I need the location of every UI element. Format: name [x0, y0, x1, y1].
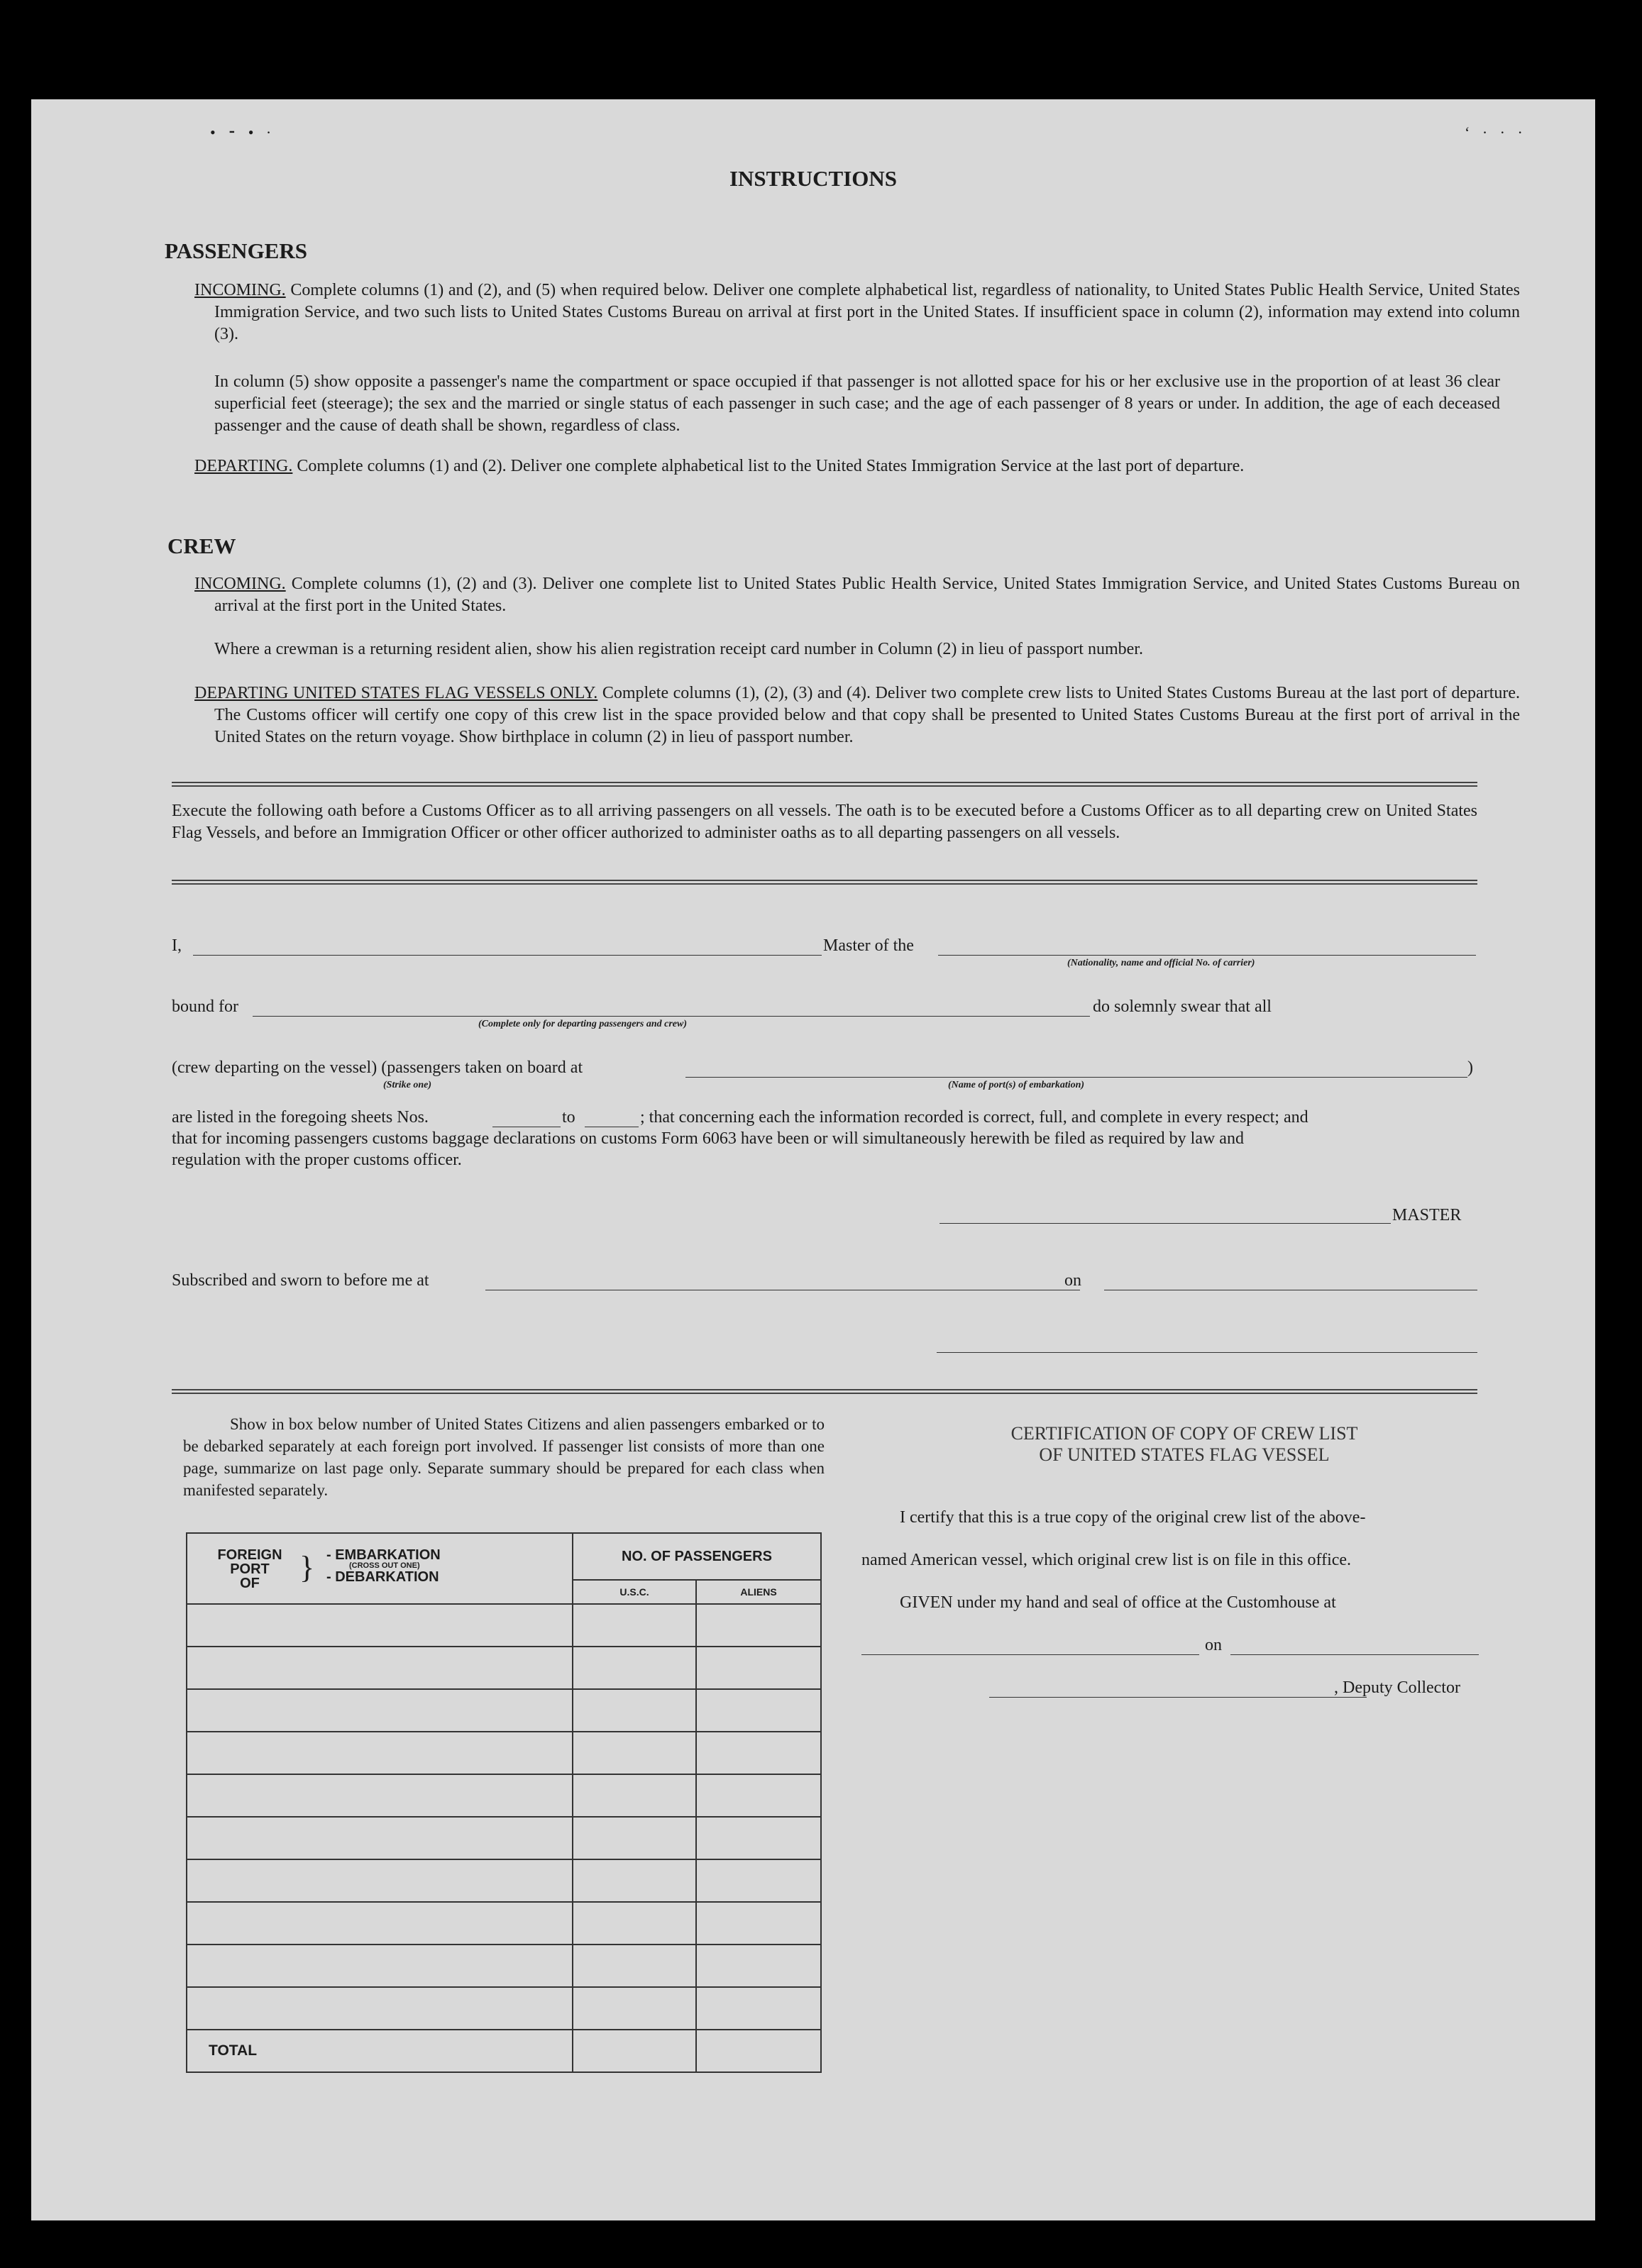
crew-incoming-label: INCOMING. [194, 575, 286, 593]
aliens-cell[interactable] [696, 1647, 821, 1689]
of-label: OF [240, 1576, 260, 1591]
table-row [187, 1732, 821, 1774]
usc-cell[interactable] [573, 1732, 696, 1774]
table-row [187, 1604, 821, 1647]
certify-line-2: named American vessel, which original crew list is on file in this office. [861, 1551, 1352, 1569]
scan-specks-right: ʻ · · · [1465, 123, 1527, 141]
table-row [187, 1774, 821, 1817]
swear-label: do solemnly swear that all [1093, 997, 1272, 1016]
port-cell[interactable] [187, 1859, 573, 1902]
crew-incoming [194, 573, 1520, 617]
usc-cell[interactable] [573, 1987, 696, 2030]
oath-text-3: regulation with the proper customs officer. [172, 1151, 462, 1169]
port-label: PORT [230, 1561, 270, 1577]
ports-caption: (Name of port(s) of embarkation) [948, 1080, 1085, 1090]
sworn-on-label: on [1064, 1271, 1081, 1290]
no-passengers-header: NO. OF PASSENGERS [573, 1533, 821, 1580]
oath-instructions: Execute the following oath before a Customs Officer as to all arriving passengers on all vessels. The oath is to be executed before a Customs Officer as to all departing crew on United States Flag Vessels, and before an Immigration Officer or other officer authorized to administer oaths as to all departing passengers on all vessels. [172, 802, 1477, 842]
total-aliens-cell[interactable] [696, 2030, 821, 2072]
master-name-line[interactable] [193, 955, 822, 956]
carrier-caption: (Nationality, name and official No. of carrier) [1067, 958, 1255, 968]
departing-label: DEPARTING. [194, 457, 293, 475]
passenger-summary-table [186, 1532, 822, 2073]
usc-cell[interactable] [573, 1774, 696, 1817]
aliens-cell[interactable] [696, 1902, 821, 1945]
port-cell[interactable] [187, 1774, 573, 1817]
table-header-row [187, 1533, 821, 1580]
port-cell[interactable] [187, 1902, 573, 1945]
usc-cell[interactable] [573, 1817, 696, 1859]
aliens-cell[interactable] [696, 1732, 821, 1774]
customhouse-line[interactable] [861, 1654, 1199, 1655]
usc-header: U.S.C. [573, 1580, 696, 1604]
table-row [187, 1647, 821, 1689]
aliens-cell[interactable] [696, 1604, 821, 1647]
certify-on-label: on [1205, 1636, 1222, 1654]
divider [172, 782, 1477, 787]
port-cell[interactable] [187, 1732, 573, 1774]
port-cell[interactable] [187, 1689, 573, 1732]
passengers-departing [194, 455, 1520, 477]
strike-caption: (Strike one) [383, 1080, 432, 1090]
total-label: TOTAL [187, 2030, 573, 2072]
master-signature-line[interactable] [940, 1223, 1391, 1224]
aliens-cell[interactable] [696, 1689, 821, 1732]
sheets-label: are listed in the foregoing sheets Nos. [172, 1108, 429, 1127]
crew-departing [194, 682, 1520, 748]
usc-cell[interactable] [573, 1689, 696, 1732]
scan-specks-left: • ⁃ • · [210, 123, 276, 141]
page-title: INSTRUCTIONS [729, 166, 897, 191]
carrier-line[interactable] [938, 955, 1476, 956]
incoming-label: INCOMING. [194, 281, 286, 299]
total-usc-cell[interactable] [573, 2030, 696, 2072]
table-row [187, 1817, 821, 1859]
table-row [187, 1987, 821, 2030]
cross-out-label: (CROSS OUT ONE) [349, 1561, 420, 1570]
bound-for-caption: (Complete only for departing passengers and crew) [478, 1019, 687, 1029]
oath-text-1: ; that concerning each the information recorded is correct, full, and complete in every respect; and [640, 1108, 1308, 1127]
table-row [187, 1945, 821, 1987]
master-of-label: Master of the [823, 936, 914, 955]
certify-line-3: GIVEN under my hand and seal of office at the Customhouse at [900, 1593, 1336, 1612]
aliens-cell[interactable] [696, 1817, 821, 1859]
embarkation-label: - EMBARKATION [326, 1547, 441, 1563]
subscribed-label: Subscribed and sworn to before me at [172, 1271, 429, 1290]
aliens-cell[interactable] [696, 1774, 821, 1817]
usc-cell[interactable] [573, 1902, 696, 1945]
crew-departing-text: Complete columns (1), (2), (3) and (4). Deliver two complete crew lists to United States Customs Bureau at the last port of departure. The Customs officer will certify one copy of this crew list in the space provided below and that copy shall be presented to United States Customs Bureau at the first port of arrival in the United States on the return voyage. Show birthplace in column (2) in lieu of passport number. [214, 684, 1521, 746]
deputy-signature-line[interactable] [989, 1697, 1367, 1698]
table-row [187, 1689, 821, 1732]
table-row [187, 1859, 821, 1902]
port-cell[interactable] [187, 1604, 573, 1647]
incoming-text: Complete columns (1) and (2), and (5) when required below. Deliver one complete alphabetical list, regardless of nationality, to United States Public Health Service, United States Immigration Service, and two such lists to United States Customs Bureau on arrival at first port in the United States. If insufficient space in column (2), information may extend into column (3). [214, 281, 1520, 343]
brace-icon: } [299, 1550, 315, 1585]
crew-departing-label: DEPARTING UNITED STATES FLAG VESSELS ONLY. [194, 684, 598, 702]
crew-heading: CREW [167, 533, 236, 558]
officer-signature-line[interactable] [937, 1352, 1477, 1353]
aliens-cell[interactable] [696, 1859, 821, 1902]
aliens-cell[interactable] [696, 1987, 821, 2030]
total-row [187, 2030, 821, 2072]
port-cell[interactable] [187, 1817, 573, 1859]
port-header-cell [187, 1533, 573, 1604]
usc-cell[interactable] [573, 1945, 696, 1987]
crew-incoming-text: Complete columns (1), (2) and (3). Deliver one complete list to United States Public Health Service, United States Immigration Service, and United States Customs Bureau on arrival at the first port in the United States. [214, 575, 1520, 615]
table-row [187, 1902, 821, 1945]
aliens-header: ALIENS [696, 1580, 821, 1604]
close-paren: ) [1467, 1058, 1473, 1077]
divider [172, 880, 1477, 885]
to-label: to [562, 1108, 575, 1127]
embarkation-port-line[interactable] [685, 1077, 1467, 1078]
usc-cell[interactable] [573, 1859, 696, 1902]
form-sheet [31, 99, 1595, 2220]
crew-alien-note: Where a crewman is a returning resident alien, show his alien registration receipt card number in Column (2) in lieu of passport number. [214, 640, 1143, 658]
summary-instructions: Show in box below number of United States Citizens and alien passengers embarked or to be debarked separately at each foreign port involved. If passenger list consists of more than one page, summarize on last page only. Separate summary should be prepared for each class when manifested separately. [183, 1415, 825, 1499]
certify-date-line[interactable] [1230, 1654, 1479, 1655]
oath-text-2: that for incoming passengers customs baggage declarations on customs Form 6063 have been or will simultaneously herewith be filed as required by law and [172, 1129, 1244, 1148]
departing-text: Complete columns (1) and (2). Deliver one complete alphabetical list to the United States Immigration Service at the last port of departure. [297, 457, 1245, 475]
bound-for-label: bound for [172, 997, 238, 1016]
passengers-heading: PASSENGERS [165, 238, 307, 263]
crew-departing-label: (crew departing on the vessel) (passengers taken on board at [172, 1058, 583, 1077]
column5-instructions: In column (5) show opposite a passenger's name the compartment or space occupied if that passenger is not allotted space for his or her exclusive use in the proportion of at least 36 clear superficial feet (steerage); the sex and the married or single status of each passenger in such case; and the age of each passenger of 8 years or under. In addition, the age of each deceased passenger and the cause of death shall be shown, regardless of class. [214, 372, 1500, 435]
certification-title-line-1: CERTIFICATION OF COPY OF CREW LIST [1010, 1423, 1358, 1444]
usc-cell[interactable] [573, 1604, 696, 1647]
certification-title-line-2: OF UNITED STATES FLAG VESSEL [1039, 1444, 1330, 1465]
usc-cell[interactable] [573, 1647, 696, 1689]
foreign-label: FOREIGN [217, 1547, 282, 1563]
certification-title [861, 1423, 1507, 1466]
port-cell[interactable] [187, 1987, 573, 2030]
divider [172, 1389, 1477, 1394]
certify-line-1: I certify that this is a true copy of the original crew list of the above- [900, 1508, 1366, 1527]
oath-i-label: I, [172, 936, 182, 955]
bound-for-line[interactable] [253, 1016, 1090, 1017]
port-cell[interactable] [187, 1647, 573, 1689]
debarkation-label: - DEBARKATION [326, 1569, 439, 1585]
aliens-cell[interactable] [696, 1945, 821, 1987]
master-label: MASTER [1392, 1206, 1462, 1224]
port-cell[interactable] [187, 1945, 573, 1987]
deputy-collector-label: , Deputy Collector [1334, 1678, 1460, 1697]
passengers-incoming [194, 280, 1520, 345]
